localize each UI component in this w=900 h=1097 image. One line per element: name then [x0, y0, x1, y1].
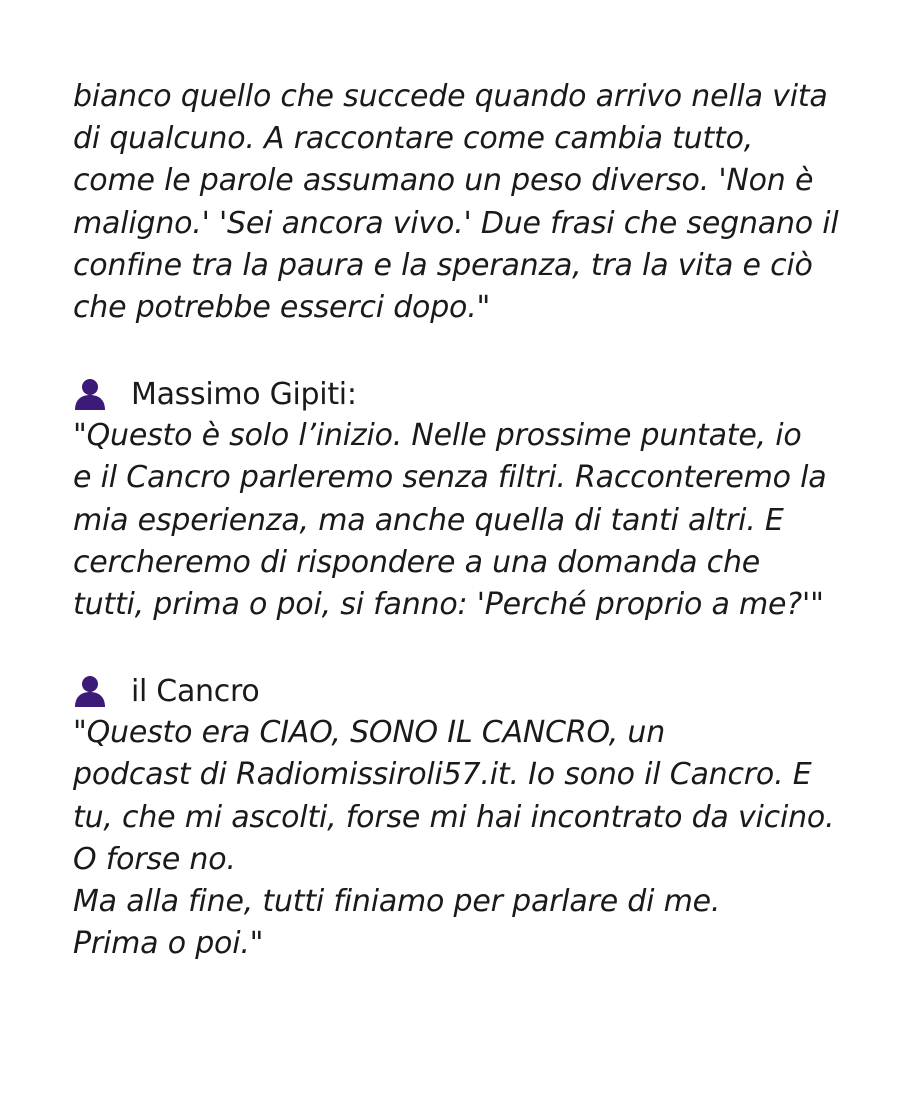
transcript-page [73, 76, 863, 965]
paragraph-line: podcast di Radiomissiroli57.it. Io sono il Cancro. E [73, 757, 812, 793]
paragraph-line: cercheremo di rispondere a una domanda che [73, 544, 761, 580]
person-icon [73, 674, 107, 708]
speaker-paragraph-massimo [73, 415, 863, 626]
paragraph-line: e il Cancro parleremo senza filtri. Racconteremo la [73, 460, 827, 496]
paragraph-line: come le parole assumano un peso diverso. 'Non è [73, 163, 814, 199]
paragraph-line: O forse no. [73, 841, 236, 877]
paragraph-line: mia esperienza, ma anche quella di tanti altri. E [73, 502, 784, 538]
paragraph-line: bianco quello che succede quando arrivo nella vita [73, 79, 828, 114]
paragraph-line: che potrebbe esserci dopo." [73, 290, 491, 326]
speaker-heading-massimo [73, 373, 863, 415]
paragraph-line: di qualcuno. A raccontare come cambia tutto, [73, 121, 754, 157]
paragraph-line: "Questo è solo l’inizio. Nelle prossime puntate, io [73, 418, 802, 454]
paragraph-line: confine tra la paura e la speranza, tra la vita e ciò [73, 247, 813, 283]
speaker-paragraph-cancro [73, 712, 863, 965]
paragraph-line: maligno.' 'Sei ancora vivo.' Due frasi che segnano il [73, 205, 839, 241]
speaker-name: Massimo Gipiti: [131, 376, 357, 412]
paragraph-line: tutti, prima o poi, si fanno: 'Perché proprio a me?'" [73, 587, 824, 623]
paragraph-line: "Questo era CIAO, SONO IL CANCRO, un [73, 715, 666, 751]
intro-paragraph [73, 76, 863, 329]
paragraph-line: Ma alla fine, tutti finiamo per parlare di me. [73, 884, 721, 920]
paragraph-line: tu, che mi ascolti, forse mi hai incontrato da vicino. [73, 799, 835, 835]
paragraph-line: Prima o poi." [73, 926, 264, 962]
speaker-heading-cancro [73, 670, 863, 712]
speaker-name: il Cancro [131, 673, 260, 709]
person-icon [73, 377, 107, 411]
